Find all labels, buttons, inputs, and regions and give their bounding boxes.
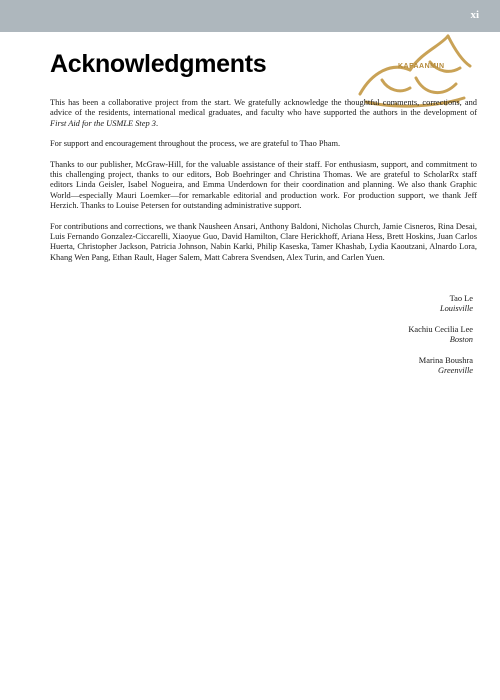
paragraph-contributors: For contributions and corrections, we thank Nausheen Ansari, Anthony Baldoni, Nicholas Church, Jamie Cisneros, Rina Desai, Luis Fernando Gonzalez-Ciccarelli, Xiaoyue Guo, David Hamilton, Clare Herickhoff, Ariana Hess, Brett Hoskins, Juan Carlos Huerta, Christopher Jackson, Patricia Johnson, Nabin Karki, Philip Kaseska, Tamer Khashab, Lydia Kaoutzani, Alnardo Lora, Khang Wen Pang, Ethan Rault, Hager Salem, Matt Cabrera Svendsen, Alex Turin, and Carlen Yuen. [50,221,477,262]
paragraph-intro [50,98,477,129]
page-number: xi [470,9,479,21]
signature-entry [408,294,473,315]
paragraph-publisher: Thanks to our publisher, McGraw-Hill, for the valuable assistance of their staff. For enthusiasm, support, and commitment to this challenging project, thanks to our editors, Bob Boehringer and Christina Thomas. We are grateful to ScholarRx staff editors Linda Geisler, Isabel Nogueira, and Emma Underdown for their coordination and planning. We also thank Graphic World—especially Mauri Loemker—for remarkable editorial and production work. For production support, we thank Jeff Herzich. Thanks to Louise Petersen for outstanding administrative support. [50,159,477,211]
signature-entry [408,325,473,346]
book-title: First Aid for the USMLE Step 3 [50,118,156,128]
signature-name: Kachiu Cecilia Lee [408,324,473,334]
signature-name: Marina Boushra [418,355,473,365]
signature-name: Tao Le [449,294,473,303]
signature-entry [408,356,473,377]
paragraph-support: For support and encouragement throughout the process, we are grateful to Thao Pham. [50,139,341,149]
signature-city: Louisville [439,304,473,314]
header-bar [0,0,500,32]
signature-city: Boston [449,335,473,345]
signature-city: Greenville [437,366,473,376]
body-text [50,98,477,273]
page-title: Acknowledgments [50,50,267,78]
paragraph-intro-text: This has been a collaborative project from the start. We gratefully acknowledge the thoughtful comments, corrections, and advice of the residents, international medical graduates, and faculty who have supported the authors in the development of [50,98,477,118]
signature-block [408,294,473,386]
paragraph-intro-end: . [155,118,159,128]
watermark-text: KAFAANMIN [398,63,445,70]
